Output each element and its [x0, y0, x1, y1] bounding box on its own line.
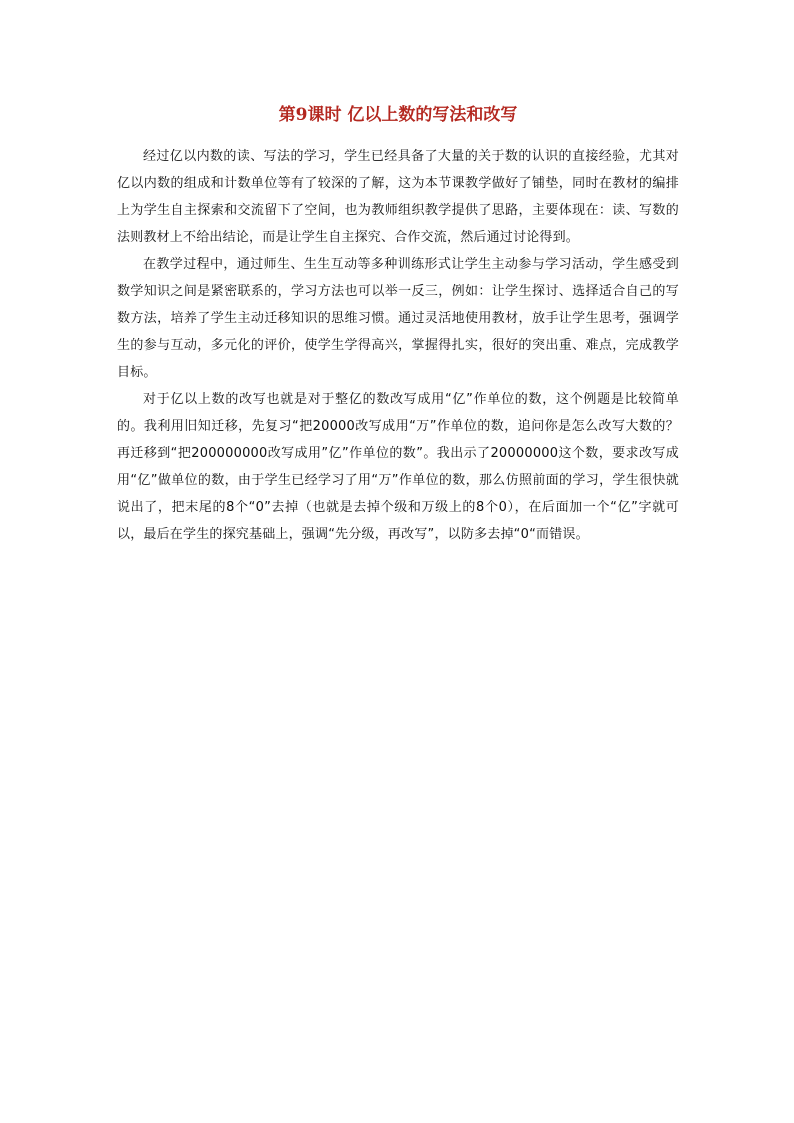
paragraph-1: 经过亿以内数的读、写法的学习，学生已经具备了大量的关于数的认识的直接经验，尤其对亿以内数的组成和计数单位等有了较深的了解，这为本节课教学做好了铺垫，同时在教材的编排上为学生自主探索和交流留下了空间，也为教师组织教学提供了思路，主要体现在：读、写数的法则教材上不给出结论，而是让学生自主探究、合作交流，然后通过讨论得到。 — [117, 149, 679, 245]
document-page — [117, 100, 679, 548]
paragraph-2: 在教学过程中，通过师生、生生互动等多种训练形式让学生主动参与学习活动，学生感受到数学知识之间是紧密联系的，学习方法也可以举一反三，例如：让学生探讨、选择适合自己的写数方法，培养了学生主动迁移知识的思维习惯。通过灵活地使用教材，放手让学生思考，强调学生的参与互动，多元化的评价，使学生学得高兴，掌握得扎实，很好的突出重、难点，完成教学目标。 — [117, 257, 679, 380]
document-title: 第9课时 亿以上数的写法和改写 — [278, 105, 518, 125]
paragraph-3: 对于亿以上数的改写也就是对于整亿的数改写成用“亿”作单位的数，这个例题是比较简单的。我利用旧知迁移，先复习“把20000改写成用“万”作单位的数，追问你是怎么改写大数的？再迁移到“把200000000改写成用”亿”作单位的数”。我出示了20000000这个数，要求改写成用“亿”做单位的数，由于学生已经学习了用“万”作单位的数，那么仿照前面的学习，学生很快就说出了，把末尾的8个“0”去掉（也就是去掉个级和万级上的8个0），在后面加一个“亿”字就可以，最后在学生的探究基础上，强调“先分级，再改写”，以防多去掉“0“而错误。 — [117, 392, 679, 542]
